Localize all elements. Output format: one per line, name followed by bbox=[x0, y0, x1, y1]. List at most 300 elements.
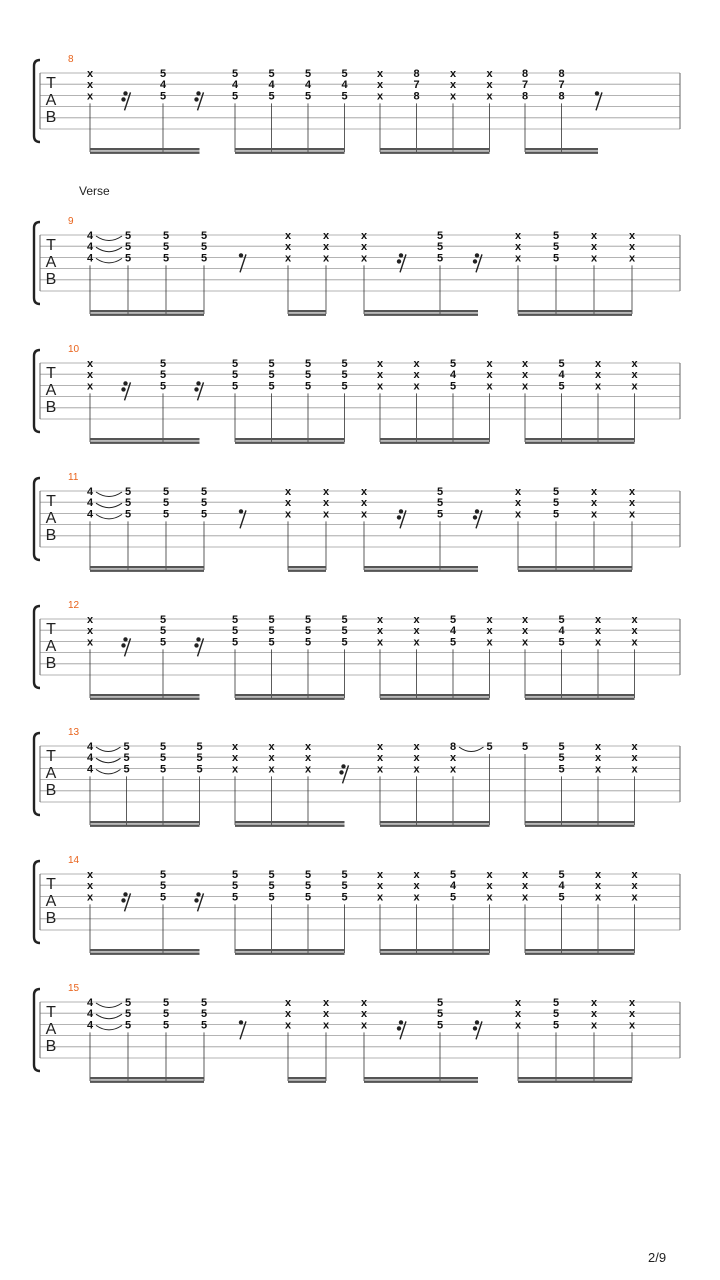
fret-number: 5 bbox=[268, 68, 275, 80]
fret-number: x bbox=[594, 891, 602, 904]
fret-number: 4 bbox=[449, 880, 457, 893]
fret-number: 5 bbox=[200, 1019, 208, 1032]
beam bbox=[525, 825, 635, 827]
fret-number: x bbox=[376, 891, 384, 904]
sixteenth-rest bbox=[473, 509, 482, 528]
fret-number: x bbox=[590, 241, 598, 254]
tie-arc bbox=[96, 1014, 122, 1019]
fret-number: x bbox=[631, 614, 638, 626]
fret-number: x bbox=[413, 891, 420, 904]
fret-number: 5 bbox=[162, 241, 170, 254]
sixteenth-rest bbox=[121, 637, 130, 656]
fret-number: x bbox=[304, 752, 312, 765]
fret-number: x bbox=[486, 79, 493, 92]
fret-number: x bbox=[376, 79, 384, 92]
tab-clef-letter: B bbox=[45, 655, 57, 672]
fret-number: 5 bbox=[449, 614, 457, 626]
fret-number: 5 bbox=[304, 358, 312, 370]
beam bbox=[380, 442, 490, 444]
fret-number: 5 bbox=[159, 358, 167, 370]
beam bbox=[288, 566, 326, 568]
fret-number: x bbox=[413, 752, 420, 765]
fret-number: x bbox=[413, 869, 420, 881]
fret-number: 5 bbox=[552, 252, 560, 265]
beam bbox=[525, 438, 635, 440]
fret-number: x bbox=[631, 891, 638, 904]
tab-system-9 bbox=[34, 184, 680, 316]
fret-number: 5 bbox=[231, 625, 239, 638]
fret-number: x bbox=[284, 997, 292, 1009]
measure-number: 13 bbox=[68, 727, 80, 738]
fret-number: 8 bbox=[558, 68, 565, 80]
fret-number: x bbox=[376, 380, 384, 393]
fret-number: x bbox=[628, 486, 636, 498]
fret-number: x bbox=[514, 1019, 522, 1032]
fret-number: 5 bbox=[162, 230, 170, 242]
fret-number: x bbox=[514, 1008, 522, 1021]
fret-number: x bbox=[594, 625, 602, 638]
fret-number: x bbox=[486, 636, 493, 649]
fret-number: 5 bbox=[436, 241, 444, 254]
fret-number: 5 bbox=[304, 68, 312, 80]
fret-number: 5 bbox=[200, 497, 208, 510]
fret-number: x bbox=[413, 636, 420, 649]
beam bbox=[90, 152, 200, 154]
fret-number: 5 bbox=[341, 636, 348, 649]
tie-arc bbox=[96, 258, 122, 263]
sixteenth-rest bbox=[397, 1020, 406, 1039]
fret-number: x bbox=[590, 508, 598, 521]
fret-number: 5 bbox=[231, 636, 239, 649]
beam bbox=[235, 821, 345, 823]
beam bbox=[90, 953, 200, 955]
fret-number: 5 bbox=[200, 1008, 208, 1021]
beam bbox=[364, 1081, 478, 1083]
fret-number: 4 bbox=[449, 625, 457, 638]
fret-number: x bbox=[284, 230, 292, 242]
fret-number: x bbox=[486, 90, 493, 103]
fret-number: x bbox=[376, 90, 384, 103]
tab-clef-letter: A bbox=[45, 510, 57, 527]
fret-number: x bbox=[486, 68, 493, 80]
beam bbox=[235, 694, 345, 696]
fret-number: x bbox=[486, 869, 493, 881]
fret-number: 8 bbox=[521, 68, 529, 80]
fret-number: 5 bbox=[558, 869, 565, 881]
beam bbox=[288, 310, 326, 312]
fret-number: 5 bbox=[304, 636, 312, 649]
fret-number: x bbox=[86, 369, 94, 382]
tab-clef-letter: A bbox=[45, 1021, 57, 1038]
fret-number: x bbox=[631, 625, 638, 638]
fret-number: 4 bbox=[86, 230, 94, 242]
sixteenth-rest bbox=[121, 91, 130, 110]
fret-number: 5 bbox=[436, 497, 444, 510]
tie-arc bbox=[96, 247, 122, 252]
fret-number: x bbox=[628, 241, 636, 254]
fret-number: 5 bbox=[231, 369, 239, 382]
fret-number: 5 bbox=[436, 997, 444, 1009]
beam bbox=[288, 1077, 326, 1079]
tab-clef-letter: B bbox=[45, 782, 57, 799]
fret-number: 8 bbox=[413, 90, 420, 103]
tab-clef-letter: B bbox=[45, 1038, 57, 1055]
fret-number: x bbox=[631, 763, 638, 776]
fret-number: 5 bbox=[123, 763, 130, 776]
fret-number: 4 bbox=[86, 997, 94, 1009]
fret-number: x bbox=[514, 252, 522, 265]
fret-number: x bbox=[449, 68, 457, 80]
sixteenth-rest bbox=[397, 509, 406, 528]
measure-number: 8 bbox=[68, 54, 74, 65]
fret-number: 5 bbox=[124, 497, 132, 510]
fret-number: x bbox=[304, 763, 312, 776]
beam bbox=[380, 152, 490, 154]
measure-number: 11 bbox=[68, 472, 79, 483]
beam bbox=[364, 1077, 478, 1079]
fret-number: 5 bbox=[552, 497, 560, 510]
fret-number: x bbox=[360, 497, 368, 510]
fret-number: 5 bbox=[341, 614, 348, 626]
fret-number: x bbox=[631, 752, 638, 765]
fret-number: x bbox=[594, 358, 602, 370]
beam bbox=[518, 570, 632, 572]
fret-number: x bbox=[360, 1019, 368, 1032]
fret-number: 5 bbox=[231, 891, 239, 904]
fret-number: x bbox=[360, 241, 368, 254]
fret-number: 5 bbox=[558, 741, 565, 753]
fret-number: 5 bbox=[200, 230, 208, 242]
fret-number: 5 bbox=[558, 358, 565, 370]
fret-number: 5 bbox=[162, 486, 170, 498]
beam bbox=[90, 821, 200, 823]
fret-number: x bbox=[360, 508, 368, 521]
fret-number: x bbox=[594, 636, 602, 649]
fret-number: 4 bbox=[86, 1019, 94, 1032]
fret-number: 5 bbox=[123, 741, 130, 753]
fret-number: 5 bbox=[231, 68, 239, 80]
beam bbox=[525, 148, 598, 150]
fret-number: x bbox=[449, 79, 457, 92]
fret-number: 5 bbox=[558, 380, 565, 393]
tab-clef-letter: A bbox=[45, 765, 57, 782]
beam bbox=[90, 570, 204, 572]
fret-number: x bbox=[268, 741, 275, 753]
beam bbox=[90, 148, 200, 150]
fret-number: 4 bbox=[558, 369, 565, 382]
fret-number: 4 bbox=[86, 763, 94, 776]
fret-number: 4 bbox=[86, 486, 94, 498]
fret-number: 5 bbox=[162, 997, 170, 1009]
fret-number: 5 bbox=[124, 230, 132, 242]
fret-number: x bbox=[284, 1019, 292, 1032]
sixteenth-rest bbox=[194, 892, 203, 911]
beam bbox=[235, 152, 345, 154]
fret-number: 5 bbox=[159, 741, 167, 753]
fret-number: 8 bbox=[558, 90, 565, 103]
fret-number: x bbox=[376, 369, 384, 382]
fret-number: x bbox=[590, 252, 598, 265]
beam bbox=[235, 442, 345, 444]
beam bbox=[525, 949, 635, 951]
fret-number: x bbox=[284, 241, 292, 254]
beam bbox=[518, 310, 632, 312]
sixteenth-rest bbox=[473, 253, 482, 272]
fret-number: x bbox=[231, 741, 239, 753]
beam bbox=[525, 698, 635, 700]
measure-number: 12 bbox=[68, 600, 80, 611]
fret-number: 5 bbox=[200, 241, 208, 254]
fret-number: 5 bbox=[304, 614, 312, 626]
fret-number: x bbox=[413, 741, 420, 753]
fret-number: x bbox=[628, 508, 636, 521]
fret-number: 5 bbox=[231, 880, 239, 893]
fret-number: 5 bbox=[304, 625, 312, 638]
fret-number: 5 bbox=[552, 230, 560, 242]
beam bbox=[235, 825, 345, 827]
tab-clef-letter: A bbox=[45, 638, 57, 655]
fret-number: x bbox=[521, 380, 529, 393]
fret-number: 5 bbox=[304, 891, 312, 904]
tab-system-10 bbox=[34, 344, 680, 444]
tab-clef-letter: A bbox=[45, 893, 57, 910]
fret-number: x bbox=[284, 486, 292, 498]
fret-number: x bbox=[486, 625, 493, 638]
measure-number: 15 bbox=[68, 983, 80, 994]
fret-number: x bbox=[413, 763, 420, 776]
fret-number: 8 bbox=[521, 90, 529, 103]
fret-number: x bbox=[360, 997, 368, 1009]
sixteenth-rest bbox=[194, 381, 203, 400]
beam bbox=[90, 314, 204, 316]
fret-number: x bbox=[631, 369, 638, 382]
fret-number: 5 bbox=[159, 891, 167, 904]
fret-number: x bbox=[322, 486, 330, 498]
fret-number: x bbox=[86, 636, 94, 649]
beam bbox=[525, 694, 635, 696]
fret-number: x bbox=[86, 90, 94, 103]
fret-number: x bbox=[86, 625, 94, 638]
page-number: 2/9 bbox=[648, 1250, 667, 1265]
fret-number: x bbox=[631, 869, 638, 881]
fret-number: 5 bbox=[159, 369, 167, 382]
fret-number: 5 bbox=[124, 486, 132, 498]
fret-number: 4 bbox=[304, 79, 312, 92]
system-bracket bbox=[34, 989, 40, 1071]
beam bbox=[364, 310, 478, 312]
fret-number: x bbox=[521, 358, 529, 370]
fret-number: x bbox=[86, 380, 94, 393]
fret-number: x bbox=[486, 614, 493, 626]
fret-number: x bbox=[594, 614, 602, 626]
fret-number: 5 bbox=[268, 90, 275, 103]
fret-number: 5 bbox=[124, 1019, 132, 1032]
beam bbox=[525, 953, 635, 955]
fret-number: 7 bbox=[413, 79, 420, 92]
fret-number: x bbox=[86, 880, 94, 893]
beam bbox=[90, 310, 204, 312]
fret-number: x bbox=[631, 636, 638, 649]
beam bbox=[90, 825, 200, 827]
fret-number: 5 bbox=[449, 636, 457, 649]
fret-number: 5 bbox=[124, 241, 132, 254]
fret-number: x bbox=[376, 880, 384, 893]
fret-number: 5 bbox=[552, 997, 560, 1009]
eighth-rest bbox=[595, 91, 602, 110]
fret-number: 5 bbox=[304, 880, 312, 893]
fret-number: x bbox=[449, 763, 457, 776]
tab-clef-letter: T bbox=[46, 748, 56, 765]
fret-number: 5 bbox=[268, 636, 275, 649]
tie-arc bbox=[96, 747, 121, 752]
fret-number: 5 bbox=[231, 614, 239, 626]
beam bbox=[525, 152, 598, 154]
fret-number: 5 bbox=[123, 752, 130, 765]
fret-number: x bbox=[590, 1008, 598, 1021]
tie-arc bbox=[459, 747, 484, 752]
fret-number: x bbox=[376, 741, 384, 753]
fret-number: x bbox=[86, 614, 94, 626]
fret-number: x bbox=[268, 763, 275, 776]
sixteenth-rest bbox=[194, 91, 203, 110]
sixteenth-rest bbox=[339, 764, 348, 783]
fret-number: x bbox=[322, 1019, 330, 1032]
fret-number: x bbox=[322, 997, 330, 1009]
fret-number: x bbox=[413, 380, 420, 393]
fret-number: x bbox=[628, 230, 636, 242]
fret-number: 4 bbox=[86, 752, 94, 765]
fret-number: x bbox=[413, 880, 420, 893]
fret-number: x bbox=[594, 869, 602, 881]
fret-number: 5 bbox=[341, 869, 348, 881]
fret-number: 5 bbox=[436, 252, 444, 265]
fret-number: 5 bbox=[449, 891, 457, 904]
fret-number: 5 bbox=[436, 1008, 444, 1021]
fret-number: 4 bbox=[558, 625, 565, 638]
fret-number: 5 bbox=[159, 625, 167, 638]
tab-clef-letter: B bbox=[45, 271, 57, 288]
fret-number: 5 bbox=[162, 1019, 170, 1032]
fret-number: x bbox=[514, 997, 522, 1009]
beam bbox=[90, 698, 200, 700]
tab-clef-letter: T bbox=[46, 876, 56, 893]
fret-number: x bbox=[322, 497, 330, 510]
beam bbox=[235, 438, 345, 440]
beam bbox=[90, 1081, 204, 1083]
tab-system-8 bbox=[34, 54, 680, 154]
fret-number: x bbox=[631, 880, 638, 893]
fret-number: x bbox=[449, 90, 457, 103]
fret-number: x bbox=[376, 614, 384, 626]
sixteenth-rest bbox=[194, 637, 203, 656]
beam bbox=[90, 694, 200, 696]
tab-system-15 bbox=[34, 983, 680, 1083]
tab-system-14 bbox=[34, 855, 680, 955]
fret-number: 5 bbox=[231, 869, 239, 881]
tie-arc bbox=[96, 758, 121, 763]
fret-number: x bbox=[86, 68, 94, 80]
fret-number: 4 bbox=[86, 241, 94, 254]
fret-number: 8 bbox=[449, 741, 457, 753]
fret-number: x bbox=[628, 1008, 636, 1021]
fret-number: x bbox=[514, 497, 522, 510]
fret-number: 5 bbox=[558, 752, 565, 765]
fret-number: x bbox=[449, 752, 457, 765]
fret-number: 4 bbox=[231, 79, 239, 92]
fret-number: x bbox=[521, 614, 529, 626]
fret-number: x bbox=[628, 252, 636, 265]
fret-number: x bbox=[360, 1008, 368, 1021]
tab-system-13 bbox=[34, 727, 680, 827]
beam bbox=[518, 1077, 632, 1079]
fret-number: 5 bbox=[231, 380, 239, 393]
fret-number: x bbox=[284, 252, 292, 265]
fret-number: 5 bbox=[124, 1008, 132, 1021]
fret-number: 5 bbox=[159, 752, 167, 765]
fret-number: x bbox=[284, 508, 292, 521]
fret-number: 5 bbox=[200, 508, 208, 521]
fret-number: 4 bbox=[86, 508, 94, 521]
fret-number: x bbox=[322, 508, 330, 521]
fret-number: 5 bbox=[341, 625, 348, 638]
measure-number: 9 bbox=[68, 216, 74, 227]
fret-number: x bbox=[322, 252, 330, 265]
fret-number: x bbox=[590, 230, 598, 242]
beam bbox=[380, 953, 490, 955]
fret-number: x bbox=[514, 486, 522, 498]
fret-number: x bbox=[590, 486, 598, 498]
eighth-rest bbox=[239, 509, 246, 528]
fret-number: 5 bbox=[304, 869, 312, 881]
beam bbox=[525, 821, 635, 823]
fret-number: 4 bbox=[159, 79, 167, 92]
fret-number: 5 bbox=[159, 614, 167, 626]
fret-number: 5 bbox=[162, 497, 170, 510]
fret-number: 5 bbox=[124, 997, 132, 1009]
tie-arc bbox=[96, 769, 121, 774]
fret-number: 5 bbox=[268, 614, 275, 626]
fret-number: x bbox=[360, 252, 368, 265]
fret-number: 5 bbox=[436, 1019, 444, 1032]
tab-clef-letter: A bbox=[45, 254, 57, 271]
fret-number: x bbox=[268, 752, 275, 765]
beam bbox=[380, 825, 490, 827]
fret-number: 5 bbox=[162, 252, 170, 265]
tab-clef-letter: T bbox=[46, 621, 56, 638]
beam bbox=[90, 442, 200, 444]
fret-number: 5 bbox=[436, 508, 444, 521]
fret-number: 5 bbox=[449, 869, 457, 881]
beam bbox=[235, 949, 345, 951]
fret-number: x bbox=[514, 230, 522, 242]
fret-number: x bbox=[486, 880, 493, 893]
fret-number: 5 bbox=[436, 230, 444, 242]
fret-number: 5 bbox=[200, 252, 208, 265]
fret-number: x bbox=[486, 891, 493, 904]
tab-clef-letter: B bbox=[45, 399, 57, 416]
fret-number: 5 bbox=[268, 358, 275, 370]
system-bracket bbox=[34, 733, 40, 815]
fret-number: 5 bbox=[304, 380, 312, 393]
beam bbox=[235, 148, 345, 150]
fret-number: x bbox=[521, 625, 529, 638]
fret-number: x bbox=[521, 891, 529, 904]
fret-number: x bbox=[376, 68, 384, 80]
fret-number: 4 bbox=[341, 79, 348, 92]
tab-clef-letter: T bbox=[46, 1004, 56, 1021]
fret-number: 5 bbox=[268, 369, 275, 382]
beam bbox=[288, 570, 326, 572]
